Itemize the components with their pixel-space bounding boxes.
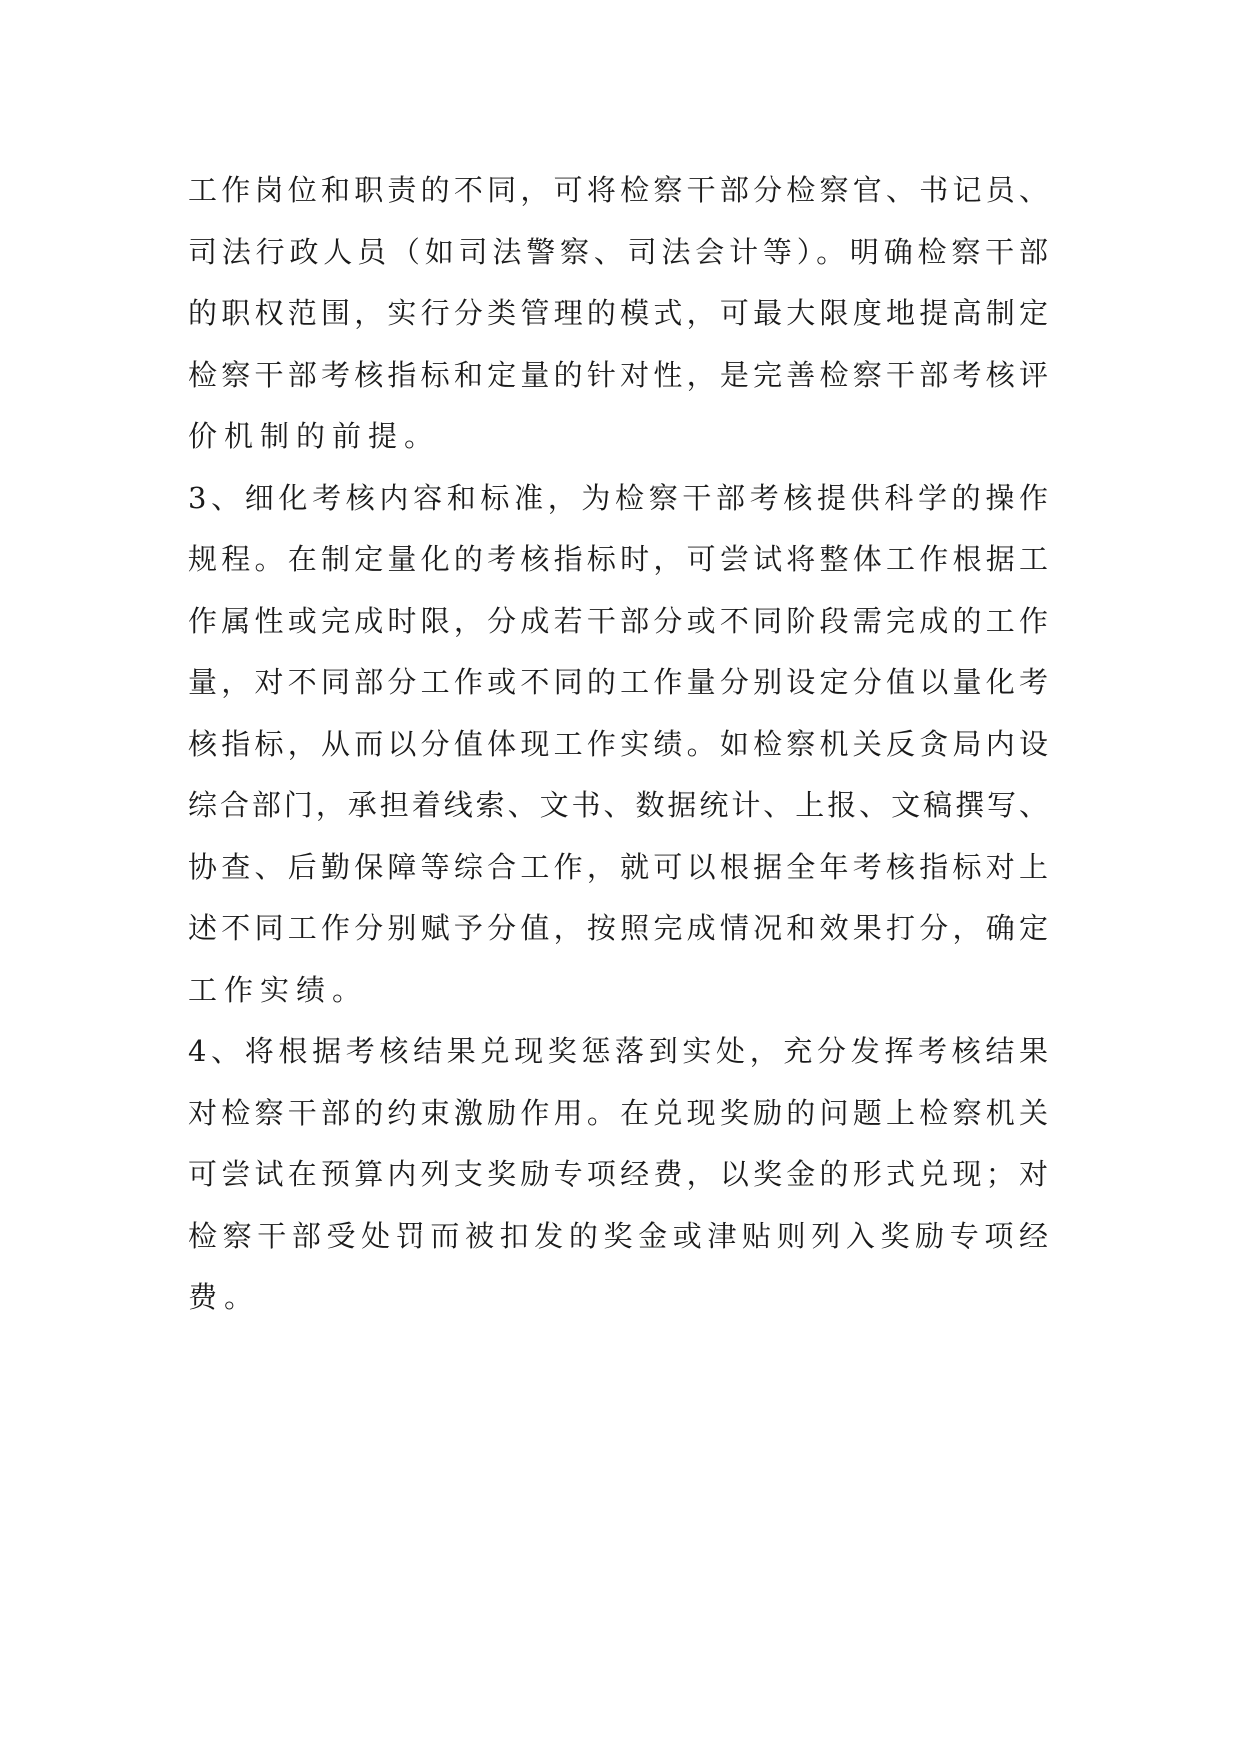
text-line: 对检察干部的约束激励作用。在兑现奖励的问题上检察机关 [188,1095,1048,1130]
text-line: 述不同工作分别赋予分值，按照完成情况和效果打分，确定 [188,911,1048,945]
text-line: 检察干部考核指标和定量的针对性，是完善检察干部考核评 [188,357,1048,392]
text-line: 综合部门，承担着线索、文书、数据统计、上报、文稿撰写、 [188,788,1048,822]
document-body [188,160,1048,1329]
paragraph-2 [188,468,1048,1022]
text-line: 费。 [188,1280,261,1314]
paragraph-1 [188,160,1048,468]
text-line: 检察干部受处罚而被扣发的奖金或津贴则列入奖励专项经 [188,1218,1048,1253]
text-line: 3、细化考核内容和标准，为检察干部考核提供科学的操作 [188,480,1048,515]
text-line: 工作实绩。 [188,972,369,1007]
text-line: 量，对不同部分工作或不同的工作量分别设定分值以量化考 [188,665,1048,699]
text-line: 作属性或完成时限，分成若干部分或不同阶段需完成的工作 [188,603,1048,638]
text-line: 4、将根据考核结果兑现奖惩落到实处，充分发挥考核结果 [188,1034,1048,1068]
text-line: 的职权范围，实行分类管理的模式，可最大限度地提高制定 [188,296,1048,330]
text-line: 可尝试在预算内列支奖励专项经费，以奖金的形式兑现；对 [188,1157,1048,1191]
text-line: 司法行政人员（如司法警察、司法会计等）。明确检察干部 [188,234,1048,269]
text-line: 价机制的前提。 [188,419,441,453]
text-line: 工作岗位和职责的不同，可将检察干部分检察官、书记员、 [188,173,1048,207]
text-line: 协查、后勤保障等综合工作，就可以根据全年考核指标对上 [188,849,1048,884]
text-line: 规程。在制定量化的考核指标时，可尝试将整体工作根据工 [188,542,1048,576]
paragraph-3 [188,1021,1048,1329]
text-line: 核指标，从而以分值体现工作实绩。如检察机关反贪局内设 [188,726,1048,761]
